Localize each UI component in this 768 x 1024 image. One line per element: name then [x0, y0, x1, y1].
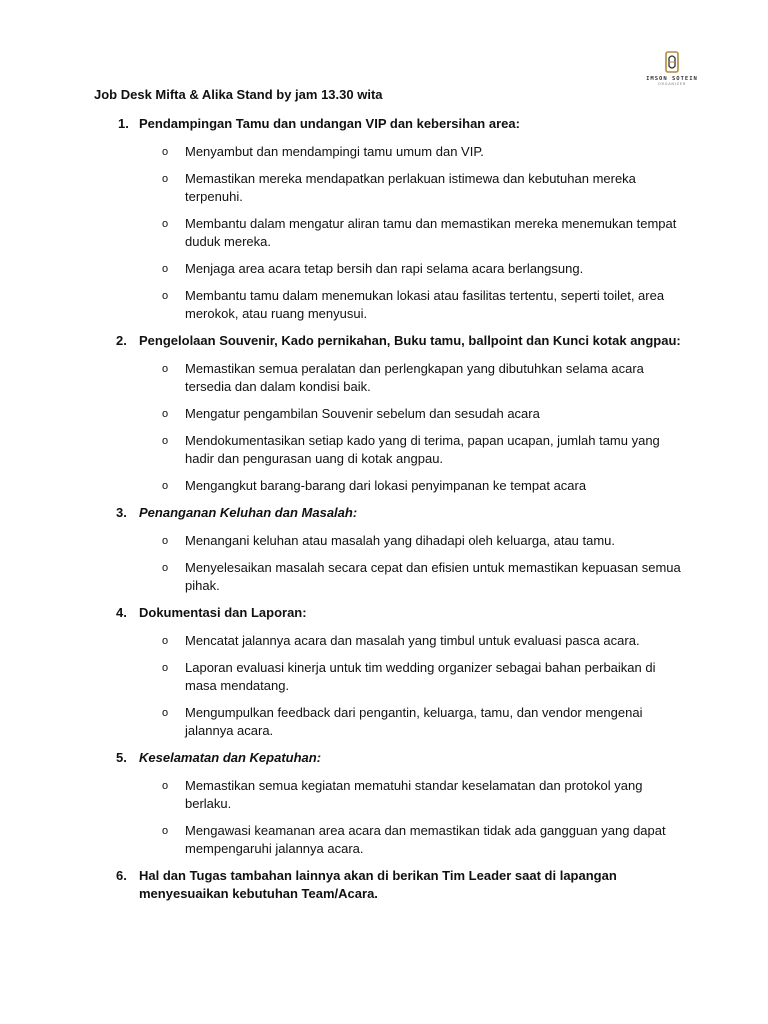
section-items: [0, 632, 768, 740]
section-title: Pengelolaan Souvenir, Kado pernikahan, Buku tamu, ballpoint dan Kunci kotak angpau:: [139, 333, 681, 348]
section-documentation-report: [0, 604, 768, 740]
section-items: [0, 143, 768, 323]
bullet-circle-icon: o: [162, 363, 169, 375]
section-number: 6.: [116, 868, 127, 883]
list-item-text: Mendokumentasikan setiap kado yang di terima, papan ucapan, jumlah tamu yang hadir dan pengurasan uang di kotak angpau.: [185, 433, 660, 466]
section-safety-compliance: [0, 749, 768, 858]
section-number: 4.: [116, 605, 127, 620]
list-item-text: Memastikan semua kegiatan mematuhi standar keselamatan dan protokol yang berlaku.: [185, 778, 643, 811]
list-item-text: Membantu tamu dalam menemukan lokasi atau fasilitas tertentu, seperti toilet, area merokok, atau ruang menyusui.: [185, 288, 665, 321]
section-title: Keselamatan dan Kepatuhan:: [139, 750, 322, 765]
section-additional-tasks: [0, 867, 768, 903]
section-heading: [0, 604, 768, 622]
section-title: Pendampingan Tamu dan undangan VIP dan kebersihan area:: [139, 116, 520, 131]
section-items: [0, 532, 768, 595]
section-heading: [0, 867, 768, 903]
list-item: [0, 432, 768, 468]
section-items: [0, 360, 768, 495]
section-heading: [0, 115, 768, 133]
bullet-circle-icon: o: [162, 635, 169, 647]
list-item-text: Menyambut dan mendampingi tamu umum dan VIP.: [185, 144, 484, 159]
section-title: Penanganan Keluhan dan Masalah:: [139, 505, 358, 520]
list-item: [0, 777, 768, 813]
list-item: [0, 559, 768, 595]
list-item-text: Menjaga area acara tetap bersih dan rapi selama acara berlangsung.: [185, 261, 584, 276]
section-number: 2.: [116, 333, 127, 348]
bullet-circle-icon: o: [162, 408, 169, 420]
bullet-circle-icon: o: [162, 662, 169, 674]
document-title: Job Desk Mifta & Alika Stand by jam 13.30 wita: [94, 87, 383, 102]
list-item-text: Memastikan semua peralatan dan perlengkapan yang dibutuhkan selama acara tersedia dan dalam kondisi baik.: [185, 361, 644, 394]
list-item: [0, 260, 768, 278]
bullet-circle-icon: o: [162, 218, 169, 230]
section-number: 5.: [116, 750, 127, 765]
list-item-text: Mengumpulkan feedback dari pengantin, keluarga, tamu, dan vendor mengenai jalannya acara.: [185, 705, 643, 738]
list-item: [0, 659, 768, 695]
section-title: Dokumentasi dan Laporan:: [139, 605, 307, 620]
bullet-circle-icon: o: [162, 535, 169, 547]
brand-logo: [636, 50, 708, 92]
bullet-circle-icon: o: [162, 707, 169, 719]
list-item: [0, 143, 768, 161]
job-sections: [0, 115, 768, 903]
section-heading: [0, 504, 768, 522]
section-items: [0, 777, 768, 858]
bullet-circle-icon: o: [162, 480, 169, 492]
bullet-circle-icon: o: [162, 435, 169, 447]
bullet-circle-icon: o: [162, 263, 169, 275]
list-item-text: Menangani keluhan atau masalah yang dihadapi oleh keluarga, atau tamu.: [185, 533, 616, 548]
bullet-circle-icon: o: [162, 146, 169, 158]
logo-brand-subtitle: ORGANIZER: [657, 82, 687, 86]
section-souvenir-management: [0, 332, 768, 495]
section-guest-assistance: [0, 115, 768, 323]
bullet-circle-icon: o: [162, 290, 169, 302]
bullet-circle-icon: o: [162, 173, 169, 185]
section-heading: [0, 332, 768, 350]
list-item: [0, 170, 768, 206]
list-item: [0, 405, 768, 423]
list-item-text: Mengawasi keamanan area acara dan memastikan tidak ada gangguan yang dapat mempengaruhi jalannya acara.: [185, 823, 666, 856]
list-item: [0, 632, 768, 650]
list-item-text: Laporan evaluasi kinerja untuk tim wedding organizer sebagai bahan perbaikan di masa mendatang.: [185, 660, 656, 693]
logo-brand-name: IMSON SOTEIN: [646, 76, 698, 82]
section-heading: [0, 749, 768, 767]
list-item: [0, 532, 768, 550]
list-item: [0, 360, 768, 396]
list-item: [0, 215, 768, 251]
bullet-circle-icon: o: [162, 562, 169, 574]
list-item-text: Memastikan mereka mendapatkan perlakuan istimewa dan kebutuhan mereka terpenuhi.: [185, 171, 636, 204]
bullet-circle-icon: o: [162, 825, 169, 837]
logo-mark-icon: [663, 50, 681, 74]
section-number: 3.: [116, 505, 127, 520]
list-item-text: Mencatat jalannya acara dan masalah yang timbul untuk evaluasi pasca acara.: [185, 633, 640, 648]
list-item-text: Mengatur pengambilan Souvenir sebelum dan sesudah acara: [185, 406, 540, 421]
bullet-circle-icon: o: [162, 780, 169, 792]
list-item: [0, 704, 768, 740]
list-item-text: Menyelesaikan masalah secara cepat dan efisien untuk memastikan kepuasan semua pihak.: [185, 560, 681, 593]
list-item-text: Mengangkut barang-barang dari lokasi penyimpanan ke tempat acara: [185, 478, 587, 493]
section-title: Hal dan Tugas tambahan lainnya akan di berikan Tim Leader saat di lapangan menyesuaikan kebutuhan Team/Acara.: [139, 868, 617, 901]
list-item-text: Membantu dalam mengatur aliran tamu dan memastikan mereka menemukan tempat duduk mereka.: [185, 216, 677, 249]
list-item: [0, 477, 768, 495]
list-item: [0, 287, 768, 323]
section-complaint-handling: [0, 504, 768, 595]
section-number: 1.: [118, 116, 129, 131]
list-item: [0, 822, 768, 858]
